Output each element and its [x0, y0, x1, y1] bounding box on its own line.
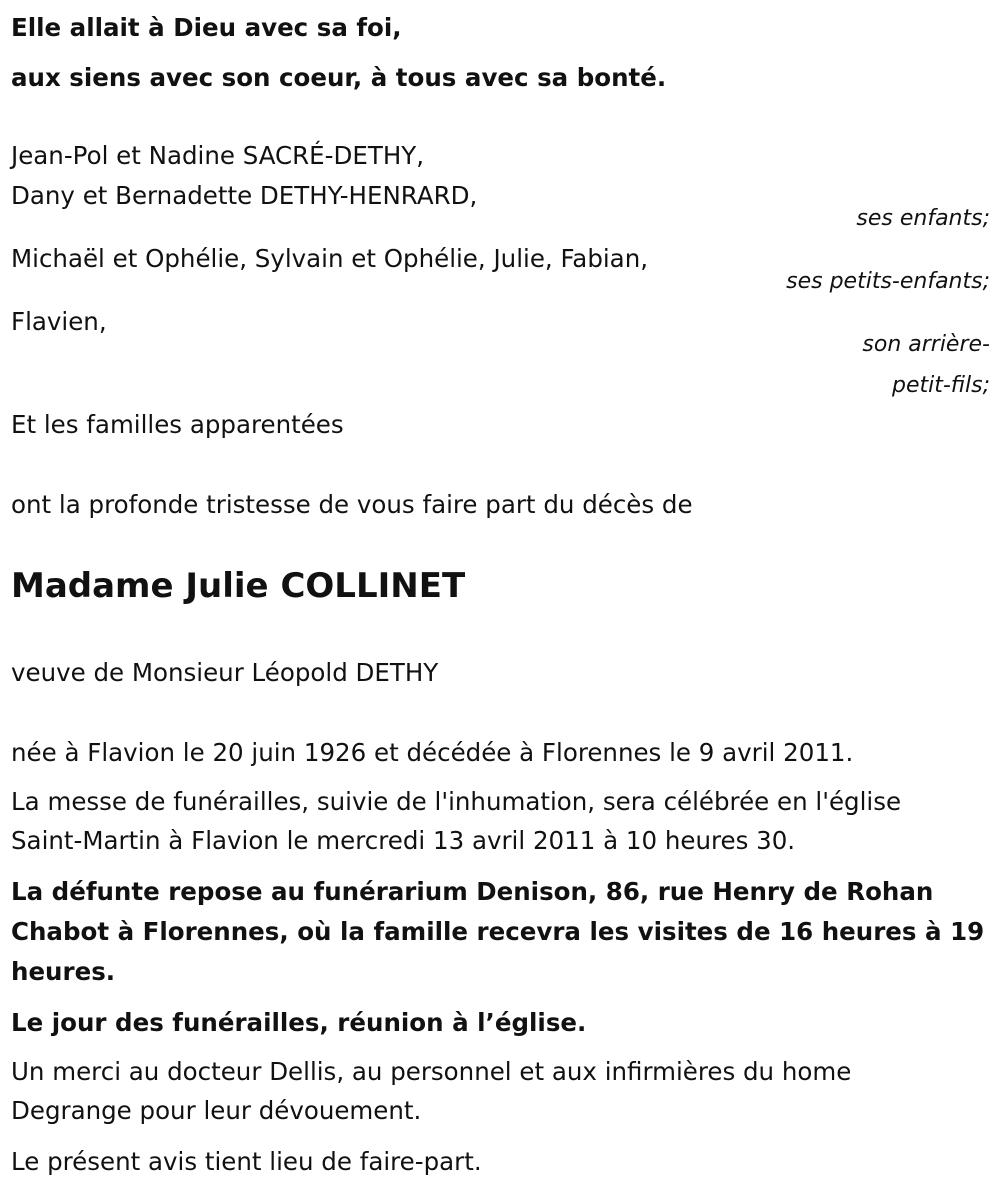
meeting-notice: Le jour des funérailles, réunion à l’église.: [11, 1008, 587, 1037]
thanks-line-1: Un merci au docteur Dellis, au personnel et aux infirmières du home: [11, 1057, 852, 1086]
great-grandchild-line: Flavien,: [11, 307, 107, 336]
funerarium-line-3: heures.: [11, 957, 116, 986]
funeral-line-1: La messe de funérailles, suivie de l'inhumation, sera célébrée en l'église: [11, 787, 902, 816]
epigraph-line-1: Elle allait à Dieu avec sa foi,: [11, 13, 402, 42]
widow-of: veuve de Monsieur Léopold DETHY: [11, 658, 439, 687]
children-line-2: Dany et Bernadette DETHY-HENRARD,: [11, 181, 478, 210]
great-grandchild-role-2: petit-fils;: [891, 373, 990, 398]
deceased-name: Madame Julie COLLINET: [11, 566, 466, 606]
thanks-line-2: Degrange pour leur dévouement.: [11, 1096, 422, 1125]
announcement: ont la profonde tristesse de vous faire part du décès de: [11, 490, 693, 519]
related-families: Et les familles apparentées: [11, 410, 344, 439]
funeral-line-2: Saint-Martin à Flavion le mercredi 13 avril 2011 à 10 heures 30.: [11, 826, 796, 855]
funerarium-line-1: La défunte repose au funérarium Denison, 86, rue Henry de Rohan: [11, 877, 934, 906]
children-line-1: Jean-Pol et Nadine SACRÉ-DETHY,: [11, 141, 424, 170]
children-role: ses enfants;: [856, 206, 990, 231]
birth-death: née à Flavion le 20 juin 1926 et décédée à Florennes le 9 avril 2011.: [11, 738, 854, 767]
grandchildren-role: ses petits-enfants;: [786, 269, 990, 294]
great-grandchild-role-1: son arrière-: [862, 332, 990, 357]
epigraph-line-2: aux siens avec son coeur, à tous avec sa bonté.: [11, 63, 667, 92]
closing-note: Le présent avis tient lieu de faire-part.: [11, 1147, 482, 1176]
funerarium-line-2: Chabot à Florennes, où la famille recevra les visites de 16 heures à 19: [11, 917, 985, 946]
grandchildren-line: Michaël et Ophélie, Sylvain et Ophélie, Julie, Fabian,: [11, 244, 649, 273]
